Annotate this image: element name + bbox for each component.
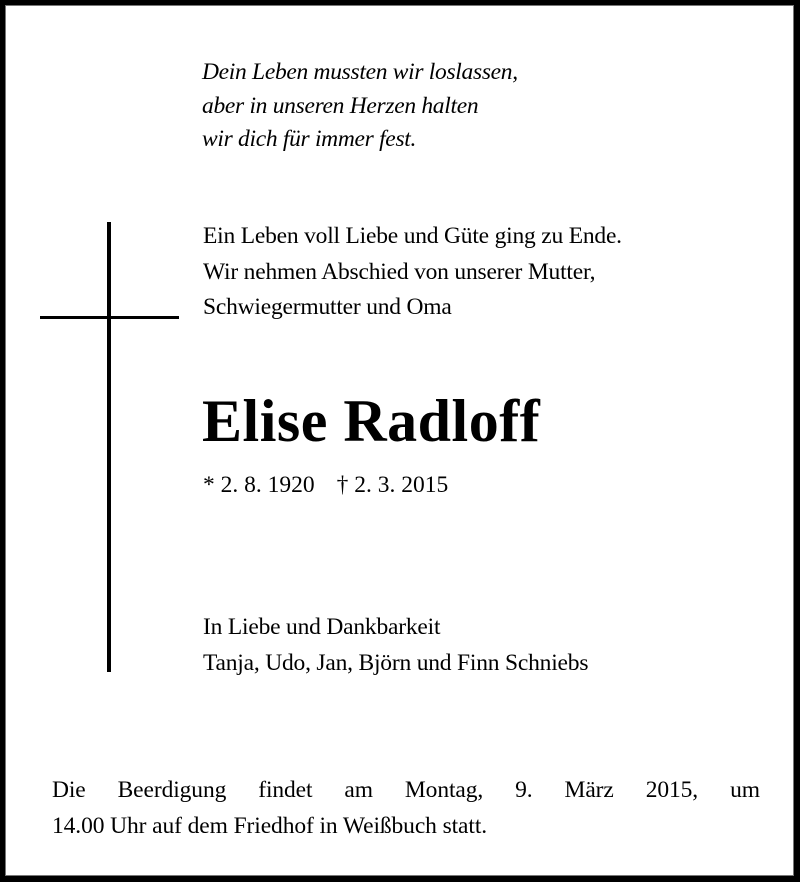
- quote-line: Dein Leben mussten wir loslassen,: [202, 59, 518, 85]
- intro-line: Wir nehmen Abschied von unserer Mutter,: [203, 258, 596, 285]
- thanks-line: In Liebe und Dankbarkeit: [203, 614, 441, 640]
- farewell-intro: [203, 219, 622, 326]
- memorial-quote: [202, 56, 518, 157]
- birth-date: * 2. 8. 1920: [203, 472, 315, 498]
- funeral-info-line-1: [52, 772, 760, 808]
- obituary-notice: [5, 5, 794, 876]
- funeral-info: [52, 772, 760, 844]
- funeral-word: Die: [52, 777, 86, 803]
- quote-line: aber in unseren Herzen halten: [202, 92, 479, 119]
- intro-line: Schwiegermutter und Oma: [203, 294, 452, 320]
- funeral-word: um: [730, 777, 760, 803]
- mourners-names: Tanja, Udo, Jan, Björn und Finn Schniebs: [203, 650, 589, 676]
- cross-vertical-bar: [107, 222, 111, 672]
- quote-line: wir dich für immer fest.: [202, 126, 417, 152]
- funeral-word: Montag,: [404, 777, 484, 803]
- cross-horizontal-bar: [40, 316, 179, 319]
- funeral-word: März: [564, 777, 614, 803]
- funeral-info-line-2: 14.00 Uhr auf dem Friedhof in Weißbuch statt.: [52, 813, 488, 839]
- funeral-word: 9.: [515, 777, 533, 803]
- funeral-word: Beerdigung: [117, 777, 227, 803]
- mourners-signature: [203, 609, 588, 681]
- intro-line: Ein Leben voll Liebe und Güte ging zu Ende.: [203, 223, 622, 249]
- funeral-word: 2015,: [645, 777, 699, 803]
- funeral-word: am: [344, 777, 373, 803]
- death-date: † 2. 3. 2015: [336, 472, 449, 498]
- life-dates: [203, 469, 448, 501]
- funeral-word: findet: [258, 777, 313, 803]
- deceased-name: Elise Radloff: [202, 388, 541, 454]
